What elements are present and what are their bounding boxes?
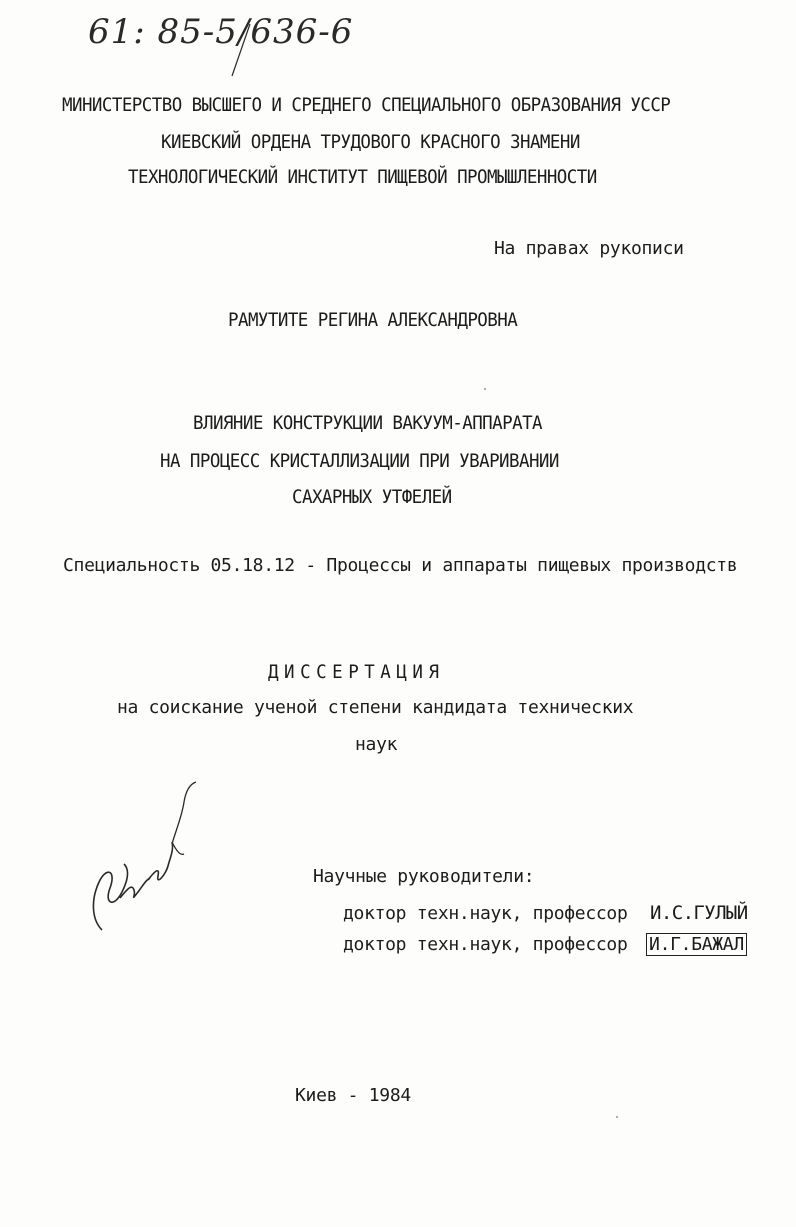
ministry-line: МИНИСТЕРСТВО ВЫСШЕГО И СРЕДНЕГО СПЕЦИАЛЬНОГО ОБРАЗОВАНИЯ УССР: [62, 94, 671, 116]
supervisor-row-2: [343, 934, 747, 956]
title-line-1: ВЛИЯНИЕ КОНСТРУКЦИИ ВАКУУМ-АППАРАТА: [193, 412, 543, 434]
supervisors-label: Научные руководители:: [313, 866, 535, 887]
specialty-line: Специальность 05.18.12 - Процессы и аппараты пищевых производств: [63, 555, 738, 576]
title-line-2: НА ПРОЦЕСС КРИСТАЛЛИЗАЦИИ ПРИ УВАРИВАНИИ: [160, 450, 559, 472]
institute-line-2: ТЕХНОЛОГИЧЕСКИЙ ИНСТИТУТ ПИЩЕВОЙ ПРОМЫШЛЕННОСТИ: [128, 166, 597, 188]
institute-line-1: КИЕВСКИЙ ОРДЕНА ТРУДОВОГО КРАСНОГО ЗНАМЕНИ: [161, 131, 580, 153]
degree-line-1: на соискание ученой степени кандидата технических: [117, 697, 634, 718]
supervisor-1-title: доктор техн.наук, профессор: [343, 903, 628, 924]
supervisor-1-name: И.С.ГУЛЫЙ: [650, 902, 748, 924]
archive-number: 61: 85-5/636-6: [88, 12, 354, 52]
supervisor-2-title: доктор техн.наук, профессор: [343, 934, 628, 955]
speck: [484, 388, 486, 390]
manuscript-rights: На правах рукописи: [494, 238, 684, 259]
supervisor-row-1: [343, 902, 748, 925]
archive-slash-mark: [220, 20, 260, 80]
degree-line-2: наук: [355, 734, 398, 755]
supervisor-2-name-boxed: И.Г.БАЖАЛ: [646, 933, 747, 956]
place-year: Киев - 1984: [295, 1085, 411, 1106]
speck: [616, 1116, 618, 1118]
document-type-heading: ДИССЕРТАЦИЯ: [268, 661, 445, 683]
author-name: РАМУТИТЕ РЕГИНА АЛЕКСАНДРОВНА: [228, 309, 518, 331]
handwritten-signature-icon: [72, 780, 212, 940]
title-line-3: САХАРНЫХ УТФЕЛЕЙ: [292, 486, 452, 508]
